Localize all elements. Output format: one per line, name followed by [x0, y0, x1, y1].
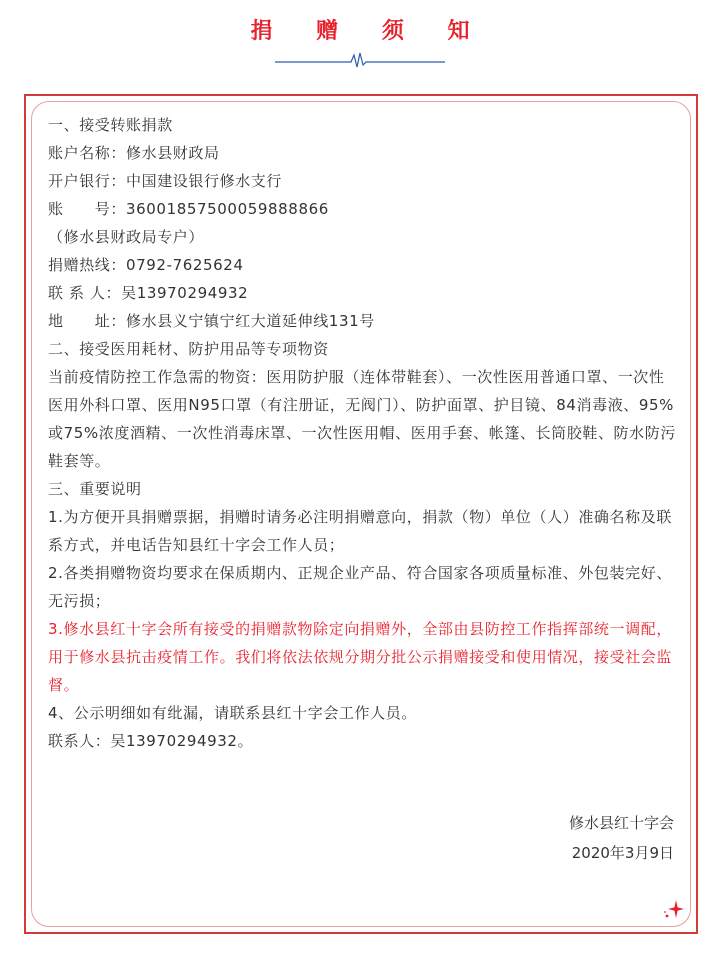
note-4: 4、公示明细如有纰漏，请联系县红十字会工作人员。 — [48, 704, 417, 722]
signature-date: 2020年3月9日 — [571, 844, 674, 862]
account-name: 账户名称：修水县财政局 — [48, 144, 220, 162]
notice-body — [48, 111, 678, 755]
contact-person: 联 系 人：吴13970294932 — [48, 284, 249, 302]
section-2-heading: 二、接受医用耗材、防护用品等专项物资 — [48, 340, 329, 358]
note-2: 2.各类捐赠物资均要求在保质期内、正规企业产品、符合国家各项质量标准、外包装完好、无污损； — [48, 564, 672, 610]
account-number: 账 号：36001857500059888866 — [48, 200, 329, 218]
note-3: 3.修水县红十字会所有接受的捐赠款物除定向捐赠外，全部由县防控工作指挥部统一调配，用于修水县抗击疫情工作。我们将依法依规分期分批公示捐赠接受和使用情况，接受社会监督。 — [48, 620, 673, 694]
address: 地 址：修水县义宁镇宁红大道延伸线131号 — [48, 312, 375, 330]
signature-org: 修水县红十字会 — [568, 814, 674, 832]
bank-name: 开户银行：中国建设银行修水支行 — [48, 172, 283, 190]
heartbeat-line-icon — [275, 50, 445, 70]
donation-hotline: 捐赠热线：0792-7625624 — [48, 256, 244, 274]
sparkle-icon — [662, 898, 686, 922]
account-note: （修水县财政局专户） — [48, 228, 205, 246]
section-2-body: 当前疫情防控工作急需的物资：医用防护服（连体带鞋套）、一次性医用普通口罩、一次性医用外科口罩、医用N95口罩（有注册证，无阀门）、防护面罩、护目镜、84消毒液、95%或75%浓度酒精、一次性消毒床罩、一次性医用帽、医用手套、帐篷、长筒胶鞋、防水防污鞋套等。 — [48, 368, 676, 470]
contact-line: 联系人：吴13970294932。 — [48, 732, 254, 750]
section-1-heading: 一、接受转账捐款 — [48, 116, 173, 134]
note-1: 1.为方便开具捐赠票据，捐赠时请务必注明捐赠意向，捐款（物）单位（人）准确名称及联系方式，并电话告知县红十字会工作人员； — [48, 508, 672, 554]
page-title: 捐 赠 须 知 — [250, 19, 488, 44]
signature-block — [569, 808, 674, 868]
section-3-heading: 三、重要说明 — [48, 480, 142, 498]
